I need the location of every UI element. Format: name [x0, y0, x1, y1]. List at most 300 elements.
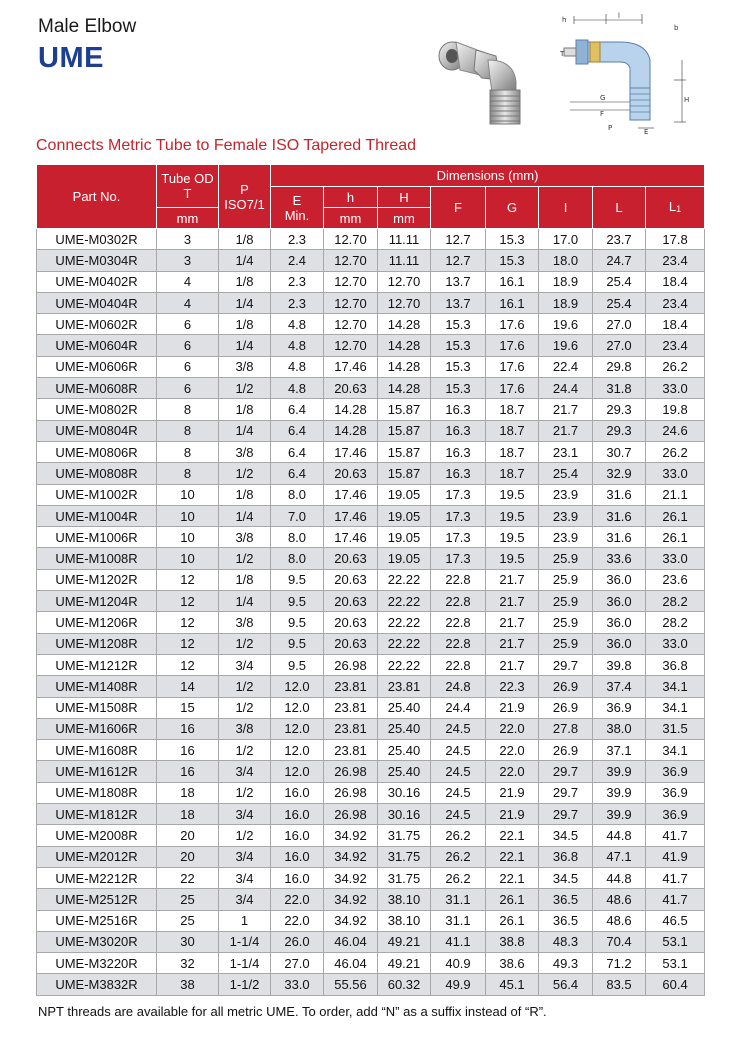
table-cell: 14.28 — [324, 399, 378, 420]
table-cell: 23.6 — [646, 569, 705, 590]
table-cell: 1/2 — [219, 633, 271, 654]
elbow-fitting-photo — [430, 34, 538, 126]
col-tube-od-label: Tube OD — [161, 171, 214, 186]
table-cell: 12.7 — [431, 250, 486, 271]
table-cell: 19.5 — [486, 484, 539, 505]
table-cell: 12 — [157, 569, 219, 590]
table-cell: 37.4 — [593, 676, 646, 697]
table-cell: 41.9 — [646, 846, 705, 867]
table-cell: 14.28 — [378, 335, 431, 356]
table-cell: 12.70 — [378, 271, 431, 292]
table-cell: 41.7 — [646, 889, 705, 910]
table-cell: 11.11 — [378, 250, 431, 271]
table-row — [37, 399, 705, 420]
table-row — [37, 420, 705, 441]
table-cell: 26.0 — [271, 931, 324, 952]
col-part-no: Part No. — [37, 165, 157, 229]
table-cell: 39.8 — [593, 654, 646, 675]
table-cell: 22.4 — [539, 356, 593, 377]
table-cell: 38.6 — [486, 953, 539, 974]
table-cell: 21.7 — [539, 399, 593, 420]
table-row — [37, 804, 705, 825]
table-cell: 20.63 — [324, 612, 378, 633]
table-cell: 36.0 — [593, 612, 646, 633]
table-cell: 26.98 — [324, 782, 378, 803]
table-cell: 4 — [157, 271, 219, 292]
table-cell: 49.3 — [539, 953, 593, 974]
table-cell: 22.0 — [486, 761, 539, 782]
table-cell: 3/8 — [219, 356, 271, 377]
table-cell: 26.2 — [431, 825, 486, 846]
table-cell: 1/8 — [219, 229, 271, 250]
table-cell: 4 — [157, 292, 219, 313]
table-cell: 20.63 — [324, 463, 378, 484]
col-l1-sub: 1 — [676, 203, 682, 214]
table-cell: 8 — [157, 420, 219, 441]
table-cell: 1/4 — [219, 335, 271, 356]
table-cell: 48.6 — [593, 910, 646, 931]
table-cell: 24.8 — [431, 676, 486, 697]
table-cell: 12.70 — [324, 271, 378, 292]
table-cell: 18.7 — [486, 441, 539, 462]
part-number-cell: UME-M1612R — [37, 761, 157, 782]
table-cell: 17.3 — [431, 505, 486, 526]
table-cell: 1/8 — [219, 569, 271, 590]
table-cell: 31.6 — [593, 527, 646, 548]
table-cell: 22.22 — [378, 633, 431, 654]
table-row — [37, 505, 705, 526]
part-number-cell: UME-M0402R — [37, 271, 157, 292]
table-cell: 18 — [157, 782, 219, 803]
table-cell: 26.2 — [646, 356, 705, 377]
table-cell: 33.0 — [271, 974, 324, 995]
table-cell: 17.8 — [646, 229, 705, 250]
part-number-cell: UME-M3020R — [37, 931, 157, 952]
table-cell: 12.70 — [324, 229, 378, 250]
col-l1 — [646, 187, 705, 229]
table-cell: 16 — [157, 718, 219, 739]
table-cell: 2.3 — [271, 292, 324, 313]
part-number-cell: UME-M0802R — [37, 399, 157, 420]
table-cell: 25 — [157, 910, 219, 931]
part-number-cell: UME-M1408R — [37, 676, 157, 697]
table-row — [37, 931, 705, 952]
table-cell: 9.5 — [271, 612, 324, 633]
table-cell: 31.1 — [431, 889, 486, 910]
table-cell: 36.0 — [593, 569, 646, 590]
table-row — [37, 633, 705, 654]
table-cell: 1/2 — [219, 825, 271, 846]
part-number-cell: UME-M0302R — [37, 229, 157, 250]
table-cell: 18.4 — [646, 271, 705, 292]
table-cell: 30.7 — [593, 441, 646, 462]
table-cell: 12.70 — [324, 250, 378, 271]
part-number-cell: UME-M1002R — [37, 484, 157, 505]
table-cell: 26.98 — [324, 761, 378, 782]
part-number-cell: UME-M1808R — [37, 782, 157, 803]
table-cell: 32 — [157, 953, 219, 974]
table-cell: 12 — [157, 612, 219, 633]
table-cell: 17.6 — [486, 356, 539, 377]
table-cell: 1/8 — [219, 314, 271, 335]
table-cell: 19.6 — [539, 335, 593, 356]
table-cell: 24.5 — [431, 804, 486, 825]
table-cell: 1/8 — [219, 271, 271, 292]
table-cell: 34.5 — [539, 825, 593, 846]
table-cell: 16.3 — [431, 399, 486, 420]
table-cell: 20.63 — [324, 569, 378, 590]
table-cell: 1/2 — [219, 548, 271, 569]
table-cell: 18 — [157, 804, 219, 825]
table-cell: 1/4 — [219, 505, 271, 526]
table-cell: 30.16 — [378, 782, 431, 803]
table-row — [37, 740, 705, 761]
table-cell: 17.3 — [431, 484, 486, 505]
table-cell: 34.1 — [646, 676, 705, 697]
table-cell: 8.0 — [271, 527, 324, 548]
table-cell: 22.8 — [431, 633, 486, 654]
table-row — [37, 654, 705, 675]
table-cell: 24.5 — [431, 761, 486, 782]
table-cell: 11.11 — [378, 229, 431, 250]
part-number-cell: UME-M0608R — [37, 378, 157, 399]
table-cell: 22.22 — [378, 569, 431, 590]
table-cell: 34.92 — [324, 867, 378, 888]
part-number-cell: UME-M0604R — [37, 335, 157, 356]
table-cell: 23.9 — [539, 484, 593, 505]
drawing-label-f: F — [600, 110, 605, 118]
table-cell: 29.7 — [539, 782, 593, 803]
table-cell: 2.4 — [271, 250, 324, 271]
table-cell: 3/8 — [219, 718, 271, 739]
table-cell: 1/4 — [219, 292, 271, 313]
part-number-cell: UME-M0304R — [37, 250, 157, 271]
table-cell: 34.1 — [646, 740, 705, 761]
table-cell: 17.6 — [486, 335, 539, 356]
table-cell: 15.3 — [431, 356, 486, 377]
table-row — [37, 463, 705, 484]
table-cell: 34.5 — [539, 867, 593, 888]
table-cell: 15.3 — [431, 335, 486, 356]
table-cell: 37.1 — [593, 740, 646, 761]
table-row — [37, 697, 705, 718]
table-row — [37, 676, 705, 697]
table-cell: 23.9 — [539, 505, 593, 526]
drawing-label-e: E — [644, 128, 649, 134]
table-cell: 45.1 — [486, 974, 539, 995]
table-cell: 9.5 — [271, 569, 324, 590]
table-row — [37, 591, 705, 612]
part-number-cell: UME-M1812R — [37, 804, 157, 825]
table-cell: 31.8 — [593, 378, 646, 399]
table-cell: 39.9 — [593, 761, 646, 782]
part-number-cell: UME-M2012R — [37, 846, 157, 867]
table-cell: 20.63 — [324, 591, 378, 612]
table-cell: 22.0 — [486, 740, 539, 761]
table-cell: 22.8 — [431, 569, 486, 590]
part-number-cell: UME-M3220R — [37, 953, 157, 974]
table-cell: 12.0 — [271, 676, 324, 697]
table-cell: 31.75 — [378, 846, 431, 867]
table-cell: 29.8 — [593, 356, 646, 377]
table-cell: 33.0 — [646, 463, 705, 484]
table-cell: 19.5 — [486, 548, 539, 569]
table-cell: 18.7 — [486, 463, 539, 484]
table-cell: 16.0 — [271, 867, 324, 888]
table-cell: 3/8 — [219, 441, 271, 462]
table-cell: 3/4 — [219, 654, 271, 675]
table-cell: 53.1 — [646, 931, 705, 952]
table-cell: 22.1 — [486, 825, 539, 846]
table-cell: 22.0 — [486, 718, 539, 739]
table-row — [37, 846, 705, 867]
col-l: L — [593, 187, 646, 229]
table-cell: 36.5 — [539, 889, 593, 910]
part-number-cell: UME-M0404R — [37, 292, 157, 313]
table-cell: 23.4 — [646, 250, 705, 271]
table-cell: 9.5 — [271, 591, 324, 612]
table-cell: 3/4 — [219, 867, 271, 888]
table-cell: 6 — [157, 356, 219, 377]
table-cell: 23.7 — [593, 229, 646, 250]
table-cell: 25.40 — [378, 740, 431, 761]
table-cell: 30 — [157, 931, 219, 952]
table-cell: 33.0 — [646, 633, 705, 654]
table-cell: 22.1 — [486, 846, 539, 867]
table-cell: 13.7 — [431, 292, 486, 313]
table-cell: 27.8 — [539, 718, 593, 739]
table-cell: 40.9 — [431, 953, 486, 974]
part-number-cell: UME-M0806R — [37, 441, 157, 462]
drawing-label-p: P — [608, 124, 613, 132]
table-cell: 24.6 — [646, 420, 705, 441]
table-cell: 46.04 — [324, 953, 378, 974]
table-cell: 19.05 — [378, 484, 431, 505]
table-cell: 23.81 — [324, 676, 378, 697]
table-cell: 41.1 — [431, 931, 486, 952]
table-cell: 1/8 — [219, 399, 271, 420]
table-cell: 23.81 — [324, 697, 378, 718]
part-number-cell: UME-M2008R — [37, 825, 157, 846]
table-cell: 14.28 — [378, 314, 431, 335]
table-cell: 28.2 — [646, 591, 705, 612]
table-cell: 19.5 — [486, 527, 539, 548]
table-row — [37, 335, 705, 356]
drawing-label-h: h — [562, 16, 567, 24]
table-cell: 25.9 — [539, 633, 593, 654]
table-row — [37, 974, 705, 995]
table-cell: 25.9 — [539, 591, 593, 612]
table-cell: 25.40 — [378, 761, 431, 782]
table-cell: 26.9 — [539, 740, 593, 761]
col-h-big-unit: mm — [378, 208, 431, 229]
table-cell: 17.6 — [486, 314, 539, 335]
table-row — [37, 250, 705, 271]
col-p-std: ISO7/1 — [224, 196, 265, 212]
table-cell: 15.87 — [378, 399, 431, 420]
table-cell: 36.8 — [646, 654, 705, 675]
table-cell: 16.1 — [486, 271, 539, 292]
part-number-cell: UME-M0606R — [37, 356, 157, 377]
table-cell: 25 — [157, 889, 219, 910]
table-cell: 20.63 — [324, 548, 378, 569]
table-cell: 12.7 — [431, 229, 486, 250]
table-cell: 27.0 — [593, 335, 646, 356]
table-cell: 21.7 — [486, 654, 539, 675]
table-cell: 2.3 — [271, 229, 324, 250]
part-number-cell: UME-M1006R — [37, 527, 157, 548]
table-cell: 31.6 — [593, 484, 646, 505]
table-cell: 12 — [157, 633, 219, 654]
table-cell: 25.9 — [539, 612, 593, 633]
table-cell: 19.5 — [486, 505, 539, 526]
table-cell: 38.8 — [486, 931, 539, 952]
table-cell: 34.92 — [324, 825, 378, 846]
table-row — [37, 889, 705, 910]
table-cell: 26.98 — [324, 654, 378, 675]
table-cell: 1/4 — [219, 250, 271, 271]
table-cell: 17.3 — [431, 548, 486, 569]
col-e — [271, 187, 324, 229]
table-cell: 22.0 — [271, 889, 324, 910]
table-cell: 1/4 — [219, 591, 271, 612]
table-cell: 4.8 — [271, 356, 324, 377]
table-cell: 48.6 — [593, 889, 646, 910]
table-cell: 16.1 — [486, 292, 539, 313]
table-cell: 20 — [157, 825, 219, 846]
table-cell: 27.0 — [593, 314, 646, 335]
table-cell: 36.0 — [593, 633, 646, 654]
table-cell: 20.63 — [324, 633, 378, 654]
table-cell: 1/2 — [219, 697, 271, 718]
table-cell: 33.6 — [593, 548, 646, 569]
table-cell: 15.3 — [431, 314, 486, 335]
table-cell: 24.5 — [431, 718, 486, 739]
table-cell: 26.98 — [324, 804, 378, 825]
part-number-cell: UME-M1004R — [37, 505, 157, 526]
table-cell: 6 — [157, 335, 219, 356]
table-cell: 24.7 — [593, 250, 646, 271]
table-row — [37, 441, 705, 462]
table-cell: 49.21 — [378, 931, 431, 952]
table-cell: 9.5 — [271, 633, 324, 654]
table-cell: 12.0 — [271, 697, 324, 718]
table-cell: 17.46 — [324, 484, 378, 505]
table-cell: 25.4 — [593, 292, 646, 313]
part-number-cell: UME-M1008R — [37, 548, 157, 569]
table-cell: 3/4 — [219, 761, 271, 782]
product-tagline: Connects Metric Tube to Female ISO Tapered Thread — [36, 137, 417, 154]
table-cell: 31.5 — [646, 718, 705, 739]
table-cell: 16.3 — [431, 420, 486, 441]
table-cell: 3/4 — [219, 889, 271, 910]
table-cell: 19.6 — [539, 314, 593, 335]
table-cell: 23.81 — [324, 740, 378, 761]
table-cell: 6.4 — [271, 420, 324, 441]
table-cell: 30.16 — [378, 804, 431, 825]
part-number-cell: UME-M0808R — [37, 463, 157, 484]
table-cell: 22 — [157, 867, 219, 888]
table-cell: 6 — [157, 314, 219, 335]
table-cell: 3 — [157, 250, 219, 271]
part-number-cell: UME-M0804R — [37, 420, 157, 441]
table-cell: 1-1/4 — [219, 931, 271, 952]
table-cell: 21.1 — [646, 484, 705, 505]
table-cell: 29.3 — [593, 399, 646, 420]
table-cell: 26.9 — [539, 676, 593, 697]
table-cell: 15.87 — [378, 420, 431, 441]
table-cell: 17.46 — [324, 505, 378, 526]
table-cell: 41.7 — [646, 867, 705, 888]
table-cell: 70.4 — [593, 931, 646, 952]
table-cell: 16.0 — [271, 804, 324, 825]
table-cell: 1/2 — [219, 378, 271, 399]
drawing-label-h-upper: H — [684, 96, 690, 104]
table-cell: 3 — [157, 229, 219, 250]
dimension-drawing — [556, 10, 696, 134]
table-cell: 31.75 — [378, 867, 431, 888]
table-cell: 6.4 — [271, 441, 324, 462]
table-cell: 8 — [157, 463, 219, 484]
table-cell: 34.92 — [324, 910, 378, 931]
table-cell: 20 — [157, 846, 219, 867]
table-cell: 26.2 — [431, 846, 486, 867]
table-cell: 28.2 — [646, 612, 705, 633]
table-cell: 19.05 — [378, 527, 431, 548]
table-cell: 36.9 — [646, 782, 705, 803]
table-cell: 16.0 — [271, 825, 324, 846]
table-cell: 17.46 — [324, 441, 378, 462]
table-cell: 14.28 — [324, 420, 378, 441]
table-cell: 15.3 — [486, 250, 539, 271]
table-cell: 53.1 — [646, 953, 705, 974]
table-cell: 83.5 — [593, 974, 646, 995]
table-cell: 60.32 — [378, 974, 431, 995]
col-e-label: E — [292, 192, 302, 208]
drawing-label-g: G — [600, 94, 606, 102]
table-row — [37, 548, 705, 569]
table-cell: 60.4 — [646, 974, 705, 995]
table-cell: 24.4 — [431, 697, 486, 718]
table-cell: 15.3 — [431, 378, 486, 399]
table-cell: 15 — [157, 697, 219, 718]
table-cell: 31.75 — [378, 825, 431, 846]
table-cell: 41.7 — [646, 825, 705, 846]
part-number-cell: UME-M1212R — [37, 654, 157, 675]
table-cell: 17.46 — [324, 527, 378, 548]
table-cell: 44.8 — [593, 825, 646, 846]
table-cell: 22.22 — [378, 654, 431, 675]
table-cell: 38.10 — [378, 910, 431, 931]
table-cell: 23.4 — [646, 335, 705, 356]
table-cell: 1-1/4 — [219, 953, 271, 974]
table-cell: 49.9 — [431, 974, 486, 995]
table-cell: 6.4 — [271, 399, 324, 420]
table-cell: 26.9 — [539, 697, 593, 718]
table-cell: 39.9 — [593, 782, 646, 803]
col-h-small: h — [324, 187, 378, 208]
table-cell: 4.8 — [271, 314, 324, 335]
table-row — [37, 782, 705, 803]
table-cell: 32.9 — [593, 463, 646, 484]
table-cell: 39.9 — [593, 804, 646, 825]
table-cell: 21.9 — [486, 697, 539, 718]
col-tube-od-unit: mm — [157, 208, 219, 229]
table-row — [37, 867, 705, 888]
part-number-cell: UME-M1606R — [37, 718, 157, 739]
part-number-cell: UME-M2212R — [37, 867, 157, 888]
col-f: F — [431, 187, 486, 229]
